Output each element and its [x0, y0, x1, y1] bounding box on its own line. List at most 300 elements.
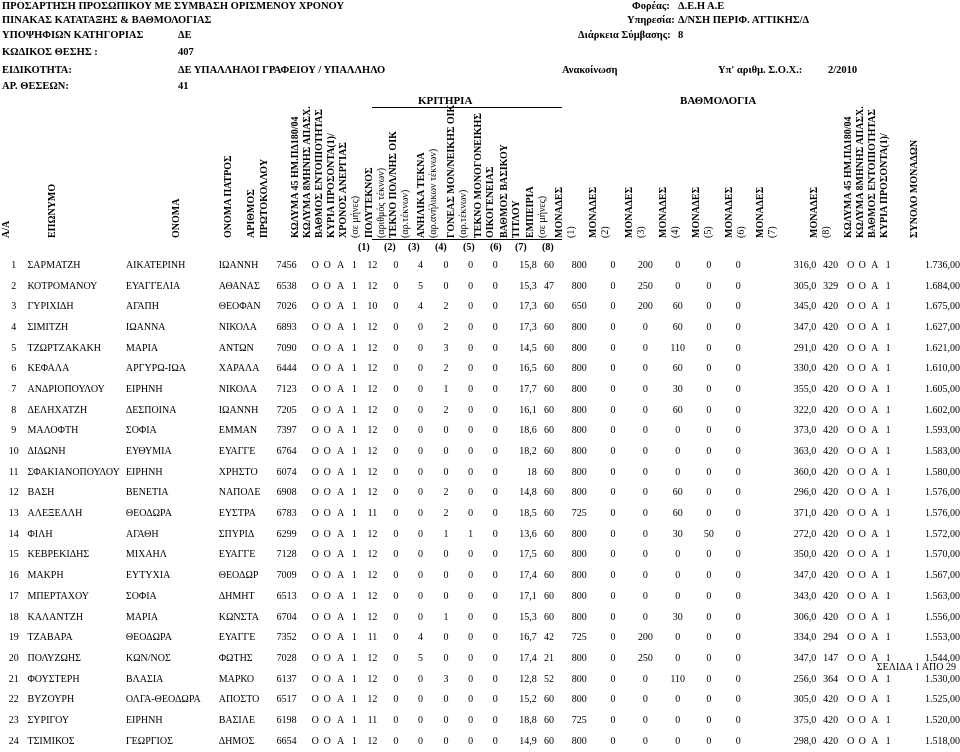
row-surname: ΤΖΑΒΑΡΑ [27, 632, 73, 644]
row-crit-polyteknos: 0 [393, 280, 399, 292]
row2-locality: Α [871, 301, 879, 313]
row-crit-polyteknos: 0 [393, 694, 399, 706]
row2-locality: Α [871, 466, 879, 478]
row-crit-single-parent: 0 [468, 321, 474, 333]
table-row [0, 441, 960, 462]
row-obst-8m: Ο [323, 735, 331, 747]
row-surname: ΣΥΡΙΓΟΥ [27, 714, 70, 726]
row-number: 16 [8, 570, 19, 582]
row-total: 1.627,00 [925, 321, 960, 333]
row-crit-tekno-mono: 0 [492, 549, 498, 561]
table-row [0, 689, 960, 710]
row-unemployment: 12 [367, 590, 378, 602]
row-crit-polyteknos: 0 [393, 466, 399, 478]
row2-obst-8m: Ο [858, 301, 866, 313]
row-obst-45: Ο [311, 694, 319, 706]
row2-obst-8m: Ο [858, 694, 866, 706]
row-obst-45: Ο [311, 590, 319, 602]
row-crit-polyteknos: 0 [393, 632, 399, 644]
row-crit-polyteknos: 0 [393, 714, 399, 726]
row-score-1: 800 [571, 466, 587, 478]
row-score-4: 0 [675, 694, 681, 706]
row-unemployment: 12 [367, 280, 378, 292]
row-crit-tekno-mono: 0 [492, 632, 498, 644]
row-crit-degree: 14,9 [519, 735, 537, 747]
row2-obst-8m: Ο [858, 632, 866, 644]
row-protocol: 6704 [276, 611, 297, 623]
row-main-quals: 1 [351, 446, 357, 458]
table-row [0, 669, 960, 690]
row-unemployment: 12 [367, 487, 378, 499]
row-number: 10 [8, 446, 19, 458]
row-crit-tekno-mono: 0 [492, 425, 498, 437]
row-score-2: 0 [610, 404, 616, 416]
row-crit-experience: 60 [544, 446, 555, 458]
row-name: ΑΙΚΑΤΕΡΙΝΗ [125, 259, 186, 271]
row-protocol: 6137 [276, 673, 297, 685]
row-crit-tekno-mono: 0 [492, 611, 498, 623]
row-score-1: 800 [571, 383, 587, 395]
row2-main-quals: 1 [885, 570, 891, 582]
row-total: 1.576,00 [925, 508, 960, 520]
row-score-8: 420 [823, 528, 839, 540]
row-main-quals: 1 [351, 342, 357, 354]
row-total: 1.605,00 [925, 383, 960, 395]
row-score-8: 420 [823, 694, 839, 706]
row2-obst-45: Ο [847, 342, 855, 354]
row2-main-quals: 1 [885, 466, 891, 478]
row-score-6: 0 [735, 446, 741, 458]
row-crit-experience: 60 [544, 508, 555, 520]
row-surname: ΓΥΡΙΧΙΔΗ [27, 301, 74, 313]
row-score-2: 0 [610, 301, 616, 313]
row-crit-single-parent: 0 [468, 425, 474, 437]
row-score-5: 0 [706, 652, 712, 664]
row-total: 1.580,00 [925, 466, 960, 478]
row-locality: Α [337, 549, 345, 561]
row-total: 1.530,00 [925, 673, 960, 685]
row2-main-quals: 1 [885, 652, 891, 664]
row-protocol: 6513 [276, 590, 297, 602]
row-father: ΜΑΡΚΟ [218, 673, 255, 685]
row-score-3: 0 [642, 570, 648, 582]
row2-obst-45: Ο [847, 673, 855, 685]
row-score-7: 347,0 [793, 652, 817, 664]
row-score-7: 330,0 [793, 363, 817, 375]
row-protocol: 6074 [276, 466, 297, 478]
row-score-8: 420 [823, 259, 839, 271]
row-locality: Α [337, 363, 345, 375]
row-main-quals: 1 [351, 652, 357, 664]
row-locality: Α [337, 342, 345, 354]
row-score-2: 0 [610, 363, 616, 375]
col-crit-3: ΑΝΗΛΙΚΑ ΤΕΚΝΑ [416, 152, 427, 238]
row-score-1: 800 [571, 611, 587, 623]
row-crit-tekno-mono: 0 [492, 466, 498, 478]
col-score-3: ΜΟΝΑΔΕΣ [624, 186, 635, 238]
row-score-7: 347,0 [793, 321, 817, 333]
row2-main-quals: 1 [885, 694, 891, 706]
row2-main-quals: 1 [885, 528, 891, 540]
positions-label: ΑΡ. ΘΕΣΕΩΝ: [2, 81, 69, 92]
row-crit-degree: 15,2 [519, 694, 537, 706]
row-main-quals: 1 [351, 508, 357, 520]
row-score-6: 0 [735, 425, 741, 437]
row2-obst-8m: Ο [858, 466, 866, 478]
row-score-1: 800 [571, 446, 587, 458]
row-crit-single-parent: 0 [468, 652, 474, 664]
row-score-3: 0 [642, 321, 648, 333]
row-crit-tekno-mono: 0 [492, 694, 498, 706]
row-unemployment: 12 [367, 466, 378, 478]
row-locality: Α [337, 570, 345, 582]
row-number: 17 [8, 590, 19, 602]
row-obst-8m: Ο [323, 425, 331, 437]
row-crit-minors: 0 [443, 735, 449, 747]
row-score-4: 0 [675, 714, 681, 726]
row-score-8: 329 [823, 280, 839, 292]
row-score-7: 298,0 [793, 735, 817, 747]
row-main-quals: 1 [351, 632, 357, 644]
row-score-7: 305,0 [793, 280, 817, 292]
row-number: 11 [8, 466, 19, 478]
col-score-4: ΜΟΝΑΔΕΣ [658, 186, 669, 238]
row-main-quals: 1 [351, 611, 357, 623]
row-crit-tekno-pol: 0 [418, 446, 423, 458]
row-father: ΕΥΑΓΓΕ [218, 446, 256, 458]
row-crit-experience: 60 [544, 259, 555, 271]
row-crit-single-parent: 0 [468, 508, 474, 520]
row-locality: Α [337, 425, 345, 437]
crit-num-5: (5) [463, 242, 475, 253]
row-crit-single-parent: 0 [468, 383, 474, 395]
row-score-5: 0 [706, 549, 712, 561]
row-score-3: 0 [642, 404, 648, 416]
row-score-1: 800 [571, 735, 587, 747]
row-obst-8m: Ο [323, 508, 331, 520]
row-obst-8m: Ο [323, 528, 331, 540]
col-score-4-sub: (4) [670, 226, 681, 238]
row-locality: Α [337, 590, 345, 602]
row-score-2: 0 [610, 652, 616, 664]
row2-obst-45: Ο [847, 694, 855, 706]
row-locality: Α [337, 487, 345, 499]
row-crit-polyteknos: 0 [393, 508, 399, 520]
row-crit-minors: 0 [443, 570, 449, 582]
row-score-2: 0 [610, 383, 616, 395]
row-obst-45: Ο [311, 632, 319, 644]
col-score-3-sub: (3) [636, 226, 647, 238]
row-score-1: 800 [571, 528, 587, 540]
row-obst-45: Ο [311, 487, 319, 499]
table-row [0, 503, 960, 524]
row-crit-tekno-pol: 0 [418, 570, 423, 582]
row-total: 1.567,00 [925, 570, 960, 582]
row2-obst-8m: Ο [858, 714, 866, 726]
row-obst-8m: Ο [323, 487, 331, 499]
row-locality: Α [337, 652, 345, 664]
row-crit-polyteknos: 0 [393, 363, 399, 375]
row-score-5: 0 [706, 632, 712, 644]
row-total: 1.602,00 [925, 404, 960, 416]
row-crit-minors: 0 [443, 714, 449, 726]
row-score-2: 0 [610, 632, 616, 644]
row-score-7: 291,0 [793, 342, 817, 354]
positions-value: 41 [178, 81, 189, 92]
row2-main-quals: 1 [885, 259, 891, 271]
row-total: 1.556,00 [925, 611, 960, 623]
row-crit-tekno-mono: 0 [492, 321, 498, 333]
row-name: ΒΕΝΕΤΙΑ [125, 487, 169, 499]
row-obst-8m: Ο [323, 404, 331, 416]
col-protocol-no-1: ΑΡΙΘΜΟΣ [246, 189, 257, 238]
row-crit-polyteknos: 0 [393, 321, 399, 333]
row-locality: Α [337, 632, 345, 644]
crit-num-7: (7) [515, 242, 527, 253]
row-score-8: 420 [823, 466, 839, 478]
row-score-2: 0 [610, 528, 616, 540]
col-crit-7: ΕΜΠΕΙΡΙΑ [525, 186, 536, 238]
row-score-7: 296,0 [793, 487, 817, 499]
row2-obst-45: Ο [847, 363, 855, 375]
row-crit-degree: 17,4 [519, 652, 537, 664]
row-score-6: 0 [735, 735, 741, 747]
table-row [0, 255, 960, 276]
row-score-8: 364 [823, 673, 839, 685]
row-protocol: 7009 [276, 570, 297, 582]
row-score-3: 200 [637, 301, 653, 313]
row-score-6: 0 [735, 590, 741, 602]
row-name: ΔΕΣΠΟΙΝΑ [125, 404, 177, 416]
row-score-8: 420 [823, 714, 839, 726]
row-score-2: 0 [610, 508, 616, 520]
row-unemployment: 12 [367, 549, 378, 561]
row-score-4: 60 [672, 363, 683, 375]
row-crit-degree: 18 [526, 466, 537, 478]
row-surname: ΚΕΒΡΕΚΙΔΗΣ [27, 549, 90, 561]
row-number: 3 [11, 301, 17, 313]
row-crit-tekno-pol: 4 [418, 301, 423, 313]
row2-main-quals: 1 [885, 735, 891, 747]
row-score-5: 0 [706, 425, 712, 437]
doc-title: ΠΡΟΣΑΡΤΗΣΗ ΠΡΟΣΩΠΙΚΟΥ ΜΕ ΣΥΜΒΑΣΗ ΟΡΙΣΜΕΝΟΥ ΧΡΟΝΟΥ [2, 1, 345, 12]
row-name: ΜΙΧΑΗΛ [125, 549, 168, 561]
row-unemployment: 12 [367, 611, 378, 623]
criteria-rule-top [372, 107, 562, 108]
row-score-3: 0 [642, 611, 648, 623]
row-crit-tekno-pol: 0 [418, 383, 423, 395]
row-obst-45: Ο [311, 735, 319, 747]
row2-locality: Α [871, 570, 879, 582]
row-surname: ΑΛΕΞΕΛΛΗ [27, 508, 83, 520]
table-row [0, 400, 960, 421]
row-score-6: 0 [735, 570, 741, 582]
row-score-8: 147 [823, 652, 839, 664]
table-row [0, 462, 960, 483]
row-protocol: 6517 [276, 694, 297, 706]
row-score-3: 0 [642, 694, 648, 706]
row2-locality: Α [871, 735, 879, 747]
col-aa: Α/Α [1, 220, 12, 238]
row-crit-degree: 18,2 [519, 446, 537, 458]
row2-main-quals: 1 [885, 590, 891, 602]
row-obst-45: Ο [311, 466, 319, 478]
row-crit-degree: 14,8 [519, 487, 537, 499]
row2-obst-45: Ο [847, 652, 855, 664]
col2-obstacle-8m: ΚΩΛΥΜΑ 8ΜΗΝΗΣ ΑΠΑΣΧ. [855, 106, 866, 238]
row-score-3: 0 [642, 528, 648, 540]
row-crit-tekno-mono: 0 [492, 487, 498, 499]
col-surname: ΕΠΩΝΥΜΟ [47, 183, 58, 238]
row-score-2: 0 [610, 446, 616, 458]
row-crit-experience: 60 [544, 549, 555, 561]
row-score-7: 316,0 [793, 259, 817, 271]
row-crit-experience: 52 [544, 673, 555, 685]
row-score-1: 800 [571, 425, 587, 437]
row2-locality: Α [871, 280, 879, 292]
row-crit-experience: 60 [544, 466, 555, 478]
row-score-8: 420 [823, 404, 839, 416]
col-crit-5-sub: ΟΙΚΟΓΕΝΕΙΑΣ [485, 166, 496, 238]
row-father: ΕΥΣΤΡΑ [218, 508, 256, 520]
row-crit-tekno-mono: 0 [492, 363, 498, 375]
row-protocol: 7456 [276, 259, 297, 271]
row-score-2: 0 [610, 673, 616, 685]
row-crit-degree: 17,5 [519, 549, 537, 561]
row-crit-polyteknos: 0 [393, 383, 399, 395]
row-score-1: 800 [571, 280, 587, 292]
col-crit-1-sub: (αριθμός τέκνων) [376, 167, 387, 238]
row-crit-polyteknos: 0 [393, 590, 399, 602]
row-name: ΕΥΤΥΧΙΑ [125, 570, 171, 582]
row-obst-8m: Ο [323, 652, 331, 664]
row-crit-experience: 60 [544, 611, 555, 623]
row-crit-polyteknos: 0 [393, 528, 399, 540]
table-row [0, 627, 960, 648]
row-locality: Α [337, 611, 345, 623]
row-score-7: 350,0 [793, 549, 817, 561]
row2-obst-8m: Ο [858, 735, 866, 747]
row-protocol: 7090 [276, 342, 297, 354]
row2-obst-45: Ο [847, 590, 855, 602]
row-crit-experience: 42 [544, 632, 555, 644]
duration-value: 8 [678, 30, 684, 41]
row2-obst-8m: Ο [858, 549, 866, 561]
row-crit-tekno-pol: 0 [418, 487, 423, 499]
row-main-quals: 1 [351, 466, 357, 478]
row-crit-degree: 17,3 [519, 301, 537, 313]
doc-subtitle: ΠΙΝΑΚΑΣ ΚΑΤΑΤΑΞΗΣ & ΒΑΘΜΟΛΟΓΙΑΣ [2, 15, 212, 26]
page-footer: ΣΕΛΙΔΑ 1 ΑΠΟ 29 [876, 662, 956, 673]
col-score-2: ΜΟΝΑΔΕΣ [588, 186, 599, 238]
row-total: 1.675,00 [925, 301, 960, 313]
col-score-2-sub: (2) [600, 226, 611, 238]
row-locality: Α [337, 301, 345, 313]
col-crit-3-sub: (αρ.ανήλικων τέκνων) [428, 148, 439, 238]
row-obst-45: Ο [311, 404, 319, 416]
row-crit-degree: 17,3 [519, 321, 537, 333]
row-surname: ΣΦΑΚΙΑΝΟΠΟΥΛΟΥ [27, 466, 120, 478]
table-row [0, 710, 960, 731]
row-name: ΜΑΡΙΑ [125, 611, 159, 623]
row-score-6: 0 [735, 363, 741, 375]
col-obstacle-45: ΚΩΛΥΜΑ 45 ΗΜ.ΠΔ180/04 [290, 116, 301, 238]
row2-obst-8m: Ο [858, 528, 866, 540]
row-crit-polyteknos: 0 [393, 446, 399, 458]
row2-obst-8m: Ο [858, 673, 866, 685]
row-crit-tekno-mono: 0 [492, 342, 498, 354]
table-row [0, 731, 960, 752]
row-father: ΝΙΚΟΛΑ [218, 321, 258, 333]
row-score-2: 0 [610, 466, 616, 478]
row-crit-tekno-pol: 0 [418, 508, 423, 520]
row-crit-experience: 60 [544, 590, 555, 602]
row-number: 21 [8, 673, 19, 685]
row-score-5: 0 [706, 694, 712, 706]
row-score-1: 725 [571, 714, 587, 726]
table-row [0, 317, 960, 338]
row-protocol: 7026 [276, 301, 297, 313]
row-father: ΔΗΜΟΣ [218, 735, 255, 747]
row2-main-quals: 1 [885, 280, 891, 292]
row-crit-tekno-pol: 0 [418, 735, 423, 747]
row-obst-8m: Ο [323, 632, 331, 644]
row-crit-single-parent: 0 [468, 259, 474, 271]
row-unemployment: 12 [367, 363, 378, 375]
row2-locality: Α [871, 342, 879, 354]
service-value: Δ/ΝΣΗ ΠΕΡΙΦ. ΑΤΤΙΚΗΣ/Δ [678, 15, 810, 26]
row-father: ΚΩΝΣΤΑ [218, 611, 259, 623]
row-score-6: 0 [735, 342, 741, 354]
row-unemployment: 12 [367, 673, 378, 685]
row-score-3: 0 [642, 673, 648, 685]
col-score-1: ΜΟΝΑΔΕΣ [554, 186, 565, 238]
table-row [0, 338, 960, 359]
row-crit-tekno-pol: 0 [418, 673, 423, 685]
row2-locality: Α [871, 487, 879, 499]
row-score-3: 250 [637, 280, 653, 292]
col-father: ΟΝΟΜΑ ΠΑΤΡΟΣ [223, 155, 234, 238]
row-score-2: 0 [610, 487, 616, 499]
row-crit-polyteknos: 0 [393, 549, 399, 561]
row-crit-polyteknos: 0 [393, 611, 399, 623]
row-locality: Α [337, 383, 345, 395]
row-crit-tekno-pol: 0 [418, 425, 423, 437]
table-row [0, 296, 960, 317]
row-score-5: 0 [706, 673, 712, 685]
row-score-5: 0 [706, 508, 712, 520]
row-crit-experience: 60 [544, 487, 555, 499]
col-score-7: ΜΟΝΑΔΕΣ [755, 186, 766, 238]
row-unemployment: 12 [367, 694, 378, 706]
row-number: 9 [11, 425, 17, 437]
row-protocol: 6764 [276, 446, 297, 458]
row-crit-experience: 47 [544, 280, 555, 292]
row-crit-single-parent: 0 [468, 632, 474, 644]
row-unemployment: 12 [367, 570, 378, 582]
row-main-quals: 1 [351, 528, 357, 540]
row-crit-tekno-pol: 4 [418, 259, 423, 271]
col-crit-2: ΤΕΚΝΟ ΠΟΛ/ΝΗΣ ΟΙΚ [388, 131, 399, 238]
row-name: ΣΟΦΙΑ [125, 590, 157, 602]
row-crit-experience: 60 [544, 694, 555, 706]
row-score-8: 420 [823, 487, 839, 499]
specialty-value: ΔΕ ΥΠΑΛΛΗΛΟΙ ΓΡΑΦΕΙΟΥ / ΥΠΑΛΛΗΛΟ [178, 65, 386, 76]
row2-locality: Α [871, 694, 879, 706]
row-protocol: 6908 [276, 487, 297, 499]
row2-obst-45: Ο [847, 611, 855, 623]
row-crit-tekno-pol: 0 [418, 611, 423, 623]
